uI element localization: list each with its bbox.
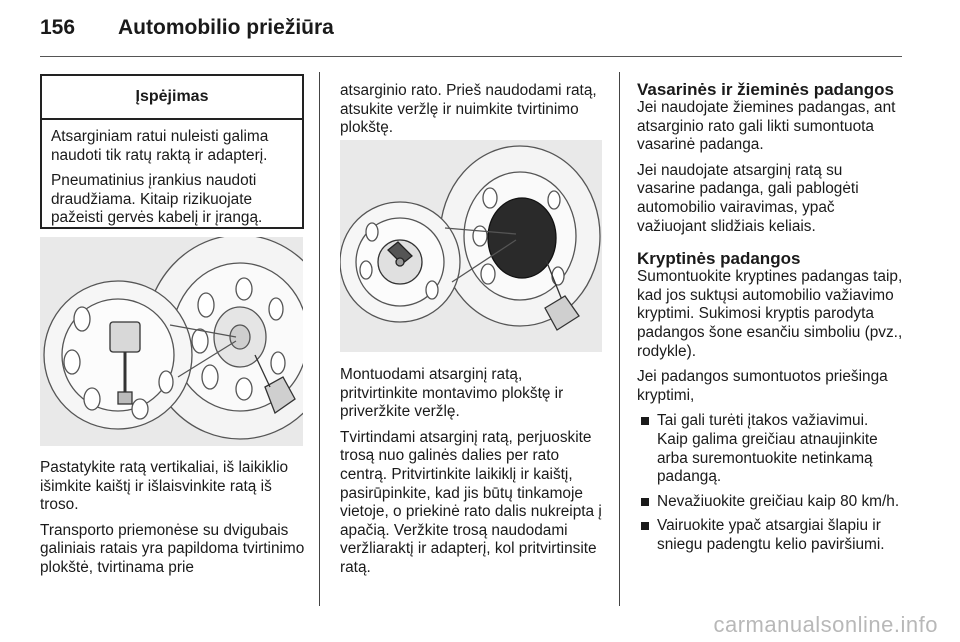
square-bullet-icon bbox=[641, 522, 649, 530]
section-heading-directional-tyres: Kryptinės padangos bbox=[637, 249, 801, 269]
paragraph: Jei naudojate atsarginį ratą su vasarine padanga, gali pablogėti automobilio vairavimas, ypač važiuojant slidžiais keliais. bbox=[637, 161, 859, 235]
spare-wheel-holder-drawing bbox=[40, 237, 303, 446]
spare-wheel-holder-illustration bbox=[40, 237, 303, 446]
page-number: 156 bbox=[40, 16, 76, 39]
list-item bbox=[637, 493, 903, 512]
column-2-top-text bbox=[340, 82, 602, 145]
paragraph: atsarginio rato. Prieš naudodami ratą, atsukite veržlę ir nuimkite tvirtinimo plokštę. bbox=[340, 82, 597, 137]
column-divider-1 bbox=[319, 72, 320, 606]
warning-paragraph: Pneumatinius įrankius naudoti draudžiama. Kitaip rizikuojate pažeisti gervės kabelį ir įrangą. bbox=[51, 172, 263, 227]
paragraph: Montuodami atsarginį ratą, pritvirtinkite montavimo plokštę ir priveržkite veržlę. bbox=[340, 366, 564, 421]
paragraph: Pastatykite ratą vertikaliai, iš laikiklio išimkite kaištį ir išlaisvinkite ratą iš troso. bbox=[40, 459, 289, 514]
list-item-text: Tai gali turėti įtakos važiavimui. Kaip galima greičiau atnaujinkite arba suremontuokite netinkamą padangą. bbox=[657, 412, 878, 486]
mounting-plate-illustration bbox=[340, 140, 602, 352]
square-bullet-icon bbox=[641, 498, 649, 506]
square-bullet-icon bbox=[641, 417, 649, 425]
page-header bbox=[40, 16, 334, 40]
paragraph: Sumontuokite kryptines padangas taip, kad jos suktųsi automobilio važiavimo kryptimi. Sukimosi kryptis parodyta padangos šone esančiu simboliu (pvz., rodykle). bbox=[637, 268, 903, 360]
paragraph: Jei naudojate žiemines padangas, ant atsarginio rato gali likti sumontuota vasarinė padanga. bbox=[637, 99, 896, 154]
paragraph: Tvirtindami atsarginį ratą, perjuoskite trosą nuo galinės dalies per rato centrą. Pritvirtinkite laikiklį ir kaištį, pasirūpinkite, kad jis būtų tinkamoje vietoje, o priekinė rato dalis nukreipta į apačią. Veržkite trosą naudodami veržliaraktį ir adapterį, kol pritvirtinsite ratą. bbox=[340, 428, 602, 576]
paragraph: Transporto priemonėse su dvigubais galiniais ratais yra papildoma tvirtinimo plokštė, tvirtinama prie bbox=[40, 521, 305, 576]
column-3-text bbox=[637, 80, 903, 560]
watermark: carmanualsonline.info bbox=[713, 612, 938, 637]
section-title: Automobilio priežiūra bbox=[118, 16, 334, 39]
list-item bbox=[637, 517, 903, 554]
list-item-text: Vairuokite ypač atsargiai šlapiu ir sniegu padengtu kelio paviršiumi. bbox=[657, 517, 885, 553]
warning-box bbox=[40, 74, 304, 229]
paragraph: Jei padangos sumontuotos priešinga kryptimi, bbox=[637, 368, 888, 404]
column-1-text bbox=[40, 459, 308, 585]
warning-paragraph: Atsarginiam ratui nuleisti galima naudoti tik ratų raktą ir adapterį. bbox=[51, 128, 269, 164]
section-heading-summer-winter-tyres: Vasarinės ir žieminės padangos bbox=[637, 80, 895, 99]
bullet-list bbox=[637, 412, 903, 554]
list-item bbox=[637, 412, 903, 486]
column-divider-2 bbox=[619, 72, 620, 606]
list-item-text: Nevažiuokite greičiau kaip 80 km/h. bbox=[657, 492, 900, 510]
mounting-plate-drawing bbox=[340, 140, 602, 352]
header-rule bbox=[40, 56, 902, 57]
warning-body bbox=[42, 120, 302, 243]
column-2-bottom-text bbox=[340, 366, 604, 585]
warning-title: Įspėjimas bbox=[42, 76, 302, 120]
